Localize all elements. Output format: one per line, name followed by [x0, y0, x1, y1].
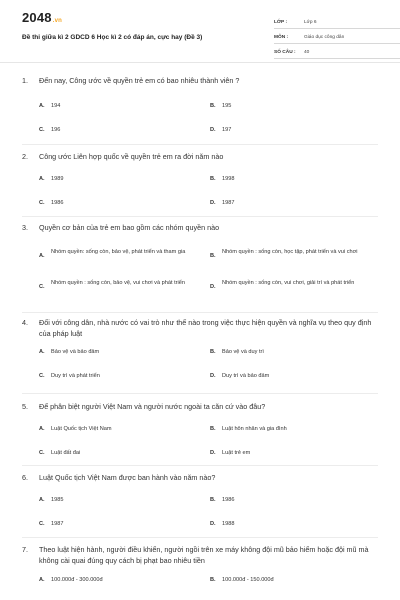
question-number: 2.: [22, 152, 28, 161]
option-a[interactable]: [39, 102, 189, 110]
meta-value: Giáo dục công dân: [304, 34, 345, 40]
option-text: Duy trì và phát triển: [51, 373, 100, 379]
header: [22, 0, 378, 62]
option-text: 100.000đ - 300.000đ: [51, 577, 103, 583]
option-text: Nhóm quyền : sống còn, vui chơi, giải trí và phát triển: [222, 280, 355, 286]
question-4: [22, 317, 378, 379]
question-1: [22, 75, 378, 133]
option-letter: B.: [210, 349, 216, 355]
site-logo[interactable]: [22, 10, 62, 25]
exam-meta: [274, 16, 400, 61]
option-letter: C.: [39, 200, 45, 206]
question-divider: [22, 465, 378, 466]
option-letter: D.: [210, 127, 216, 133]
option-text: 194: [51, 103, 61, 109]
option-text: 1985: [51, 497, 64, 503]
question-3: [22, 222, 378, 290]
option-d[interactable]: [210, 126, 360, 134]
meta-label: SỐ CÂU :: [274, 49, 296, 55]
question-number: 1.: [22, 76, 28, 85]
option-letter: B.: [210, 176, 216, 182]
option-letter: A.: [39, 253, 45, 259]
question-text: Để phân biệt người Việt Nam và người nước ngoài ta căn cứ vào đâu?: [39, 402, 266, 411]
question-number: 5.: [22, 402, 28, 411]
option-text: Luật trẻ em: [222, 450, 251, 456]
option-d[interactable]: [210, 372, 360, 380]
question-text: Đến nay, Công ước về quyền trẻ em có bao nhiêu thành viên ?: [39, 76, 240, 85]
option-letter: B.: [210, 103, 216, 109]
option-a[interactable]: [39, 175, 189, 183]
option-c[interactable]: [39, 199, 189, 207]
question-text: Công ước Liên hợp quốc về quyền trẻ em ra đời năm nào: [39, 152, 224, 161]
option-a[interactable]: [39, 576, 189, 584]
option-letter: A.: [39, 426, 45, 432]
option-letter: C.: [39, 521, 45, 527]
option-a[interactable]: [39, 496, 189, 504]
option-c[interactable]: [39, 449, 189, 457]
question-text: Đối với công dân, nhà nước có vai trò như thế nào trong việc thực hiện quyền và nghĩa vụ theo quy định của pháp luật: [39, 318, 372, 338]
question-5: [22, 401, 378, 456]
page-title: Đề thi giữa kì 2 GDCD 6 Học kì 2 có đáp án, cực hay (Đề 3): [22, 34, 203, 41]
option-text: Luật Quốc tịch Việt Nam: [51, 426, 112, 432]
option-text: 1988: [222, 521, 235, 527]
option-text: Duy trì và bảo đảm: [222, 373, 270, 379]
logo-text: 2048: [22, 10, 52, 25]
option-c[interactable]: [39, 372, 189, 380]
meta-label: LỚP :: [274, 19, 288, 25]
question-number: 7.: [22, 545, 28, 554]
question-text: Luật Quốc tịch Việt Nam được ban hành vào năm nào?: [39, 473, 216, 482]
question-text: Theo luật hiện hành, người điều khiển, người ngồi trên xe máy không đội mũ bảo hiểm hoặc đội mũ mà không cài quai đúng quy cách bị phạt bao nhiêu tiền: [39, 545, 369, 565]
option-b[interactable]: [210, 248, 360, 260]
option-d[interactable]: [210, 449, 360, 457]
option-letter: D.: [210, 373, 216, 379]
option-letter: A.: [39, 103, 45, 109]
option-d[interactable]: [210, 199, 360, 207]
option-text: 195: [222, 103, 232, 109]
option-letter: B.: [210, 253, 216, 259]
option-letter: A.: [39, 176, 45, 182]
meta-label: MÔN :: [274, 34, 289, 40]
question-number: 6.: [22, 473, 28, 482]
question-2: [22, 151, 378, 206]
option-text: Nhóm quyền : sống còn, học tập, phát triển và vui chơi: [222, 249, 358, 255]
option-a[interactable]: [39, 425, 189, 433]
option-c[interactable]: [39, 126, 189, 134]
option-letter: B.: [210, 577, 216, 583]
question-7: [22, 544, 378, 583]
meta-value: 40: [304, 49, 310, 55]
option-b[interactable]: [210, 576, 360, 584]
question-divider: [22, 144, 378, 145]
option-b[interactable]: [210, 425, 360, 433]
option-b[interactable]: [210, 102, 360, 110]
option-text: 197: [222, 127, 232, 133]
option-d[interactable]: [210, 279, 360, 291]
option-c[interactable]: [39, 279, 189, 291]
option-letter: A.: [39, 577, 45, 583]
option-b[interactable]: [210, 175, 360, 183]
option-letter: C.: [39, 127, 45, 133]
question-divider: [22, 537, 378, 538]
option-text: Bảo vệ và bảo đảm: [51, 349, 100, 355]
option-text: 1998: [222, 176, 235, 182]
option-text: Nhóm quyền : sống còn, bảo vệ, vui chơi và phát triển: [51, 280, 185, 286]
option-letter: A.: [39, 349, 45, 355]
option-letter: C.: [39, 284, 45, 290]
question-divider: [22, 393, 378, 394]
header-divider: [0, 62, 400, 63]
option-text: Luật hôn nhân và gia đình: [222, 426, 287, 432]
option-b[interactable]: [210, 496, 360, 504]
option-a[interactable]: [39, 348, 189, 356]
meta-value: Lớp 6: [304, 19, 317, 25]
question-number: 4.: [22, 318, 28, 327]
question-6: [22, 472, 378, 527]
option-text: Luật đất đai: [51, 450, 81, 456]
option-letter: D.: [210, 200, 216, 206]
question-divider: [22, 312, 378, 313]
option-text: 1986: [222, 497, 235, 503]
question-number: 3.: [22, 223, 28, 232]
option-text: 1986: [51, 200, 64, 206]
option-d[interactable]: [210, 520, 360, 528]
option-b[interactable]: [210, 348, 360, 356]
option-letter: C.: [39, 373, 45, 379]
option-letter: D.: [210, 450, 216, 456]
option-letter: C.: [39, 450, 45, 456]
option-letter: B.: [210, 497, 216, 503]
option-c[interactable]: [39, 520, 189, 528]
option-text: Bảo vệ và duy trì: [222, 349, 264, 355]
option-letter: B.: [210, 426, 216, 432]
option-letter: D.: [210, 284, 216, 290]
meta-row-count: [274, 46, 400, 59]
logo-suffix: .vn: [52, 18, 63, 24]
option-text: 1989: [51, 176, 64, 182]
option-a[interactable]: [39, 248, 189, 260]
option-text: 196: [51, 127, 61, 133]
meta-row-grade: [274, 16, 400, 29]
question-divider: [22, 216, 378, 217]
option-text: 100.000đ - 150.000đ: [222, 577, 274, 583]
option-letter: D.: [210, 521, 216, 527]
option-text: Nhóm quyền: sống còn, bảo vệ, phát triển và tham gia: [51, 249, 186, 255]
option-text: 1987: [51, 521, 64, 527]
question-text: Quyền cơ bản của trẻ em bao gồm các nhóm quyền nào: [39, 223, 220, 232]
meta-row-subject: [274, 31, 400, 44]
option-text: 1987: [222, 200, 235, 206]
option-letter: A.: [39, 497, 45, 503]
